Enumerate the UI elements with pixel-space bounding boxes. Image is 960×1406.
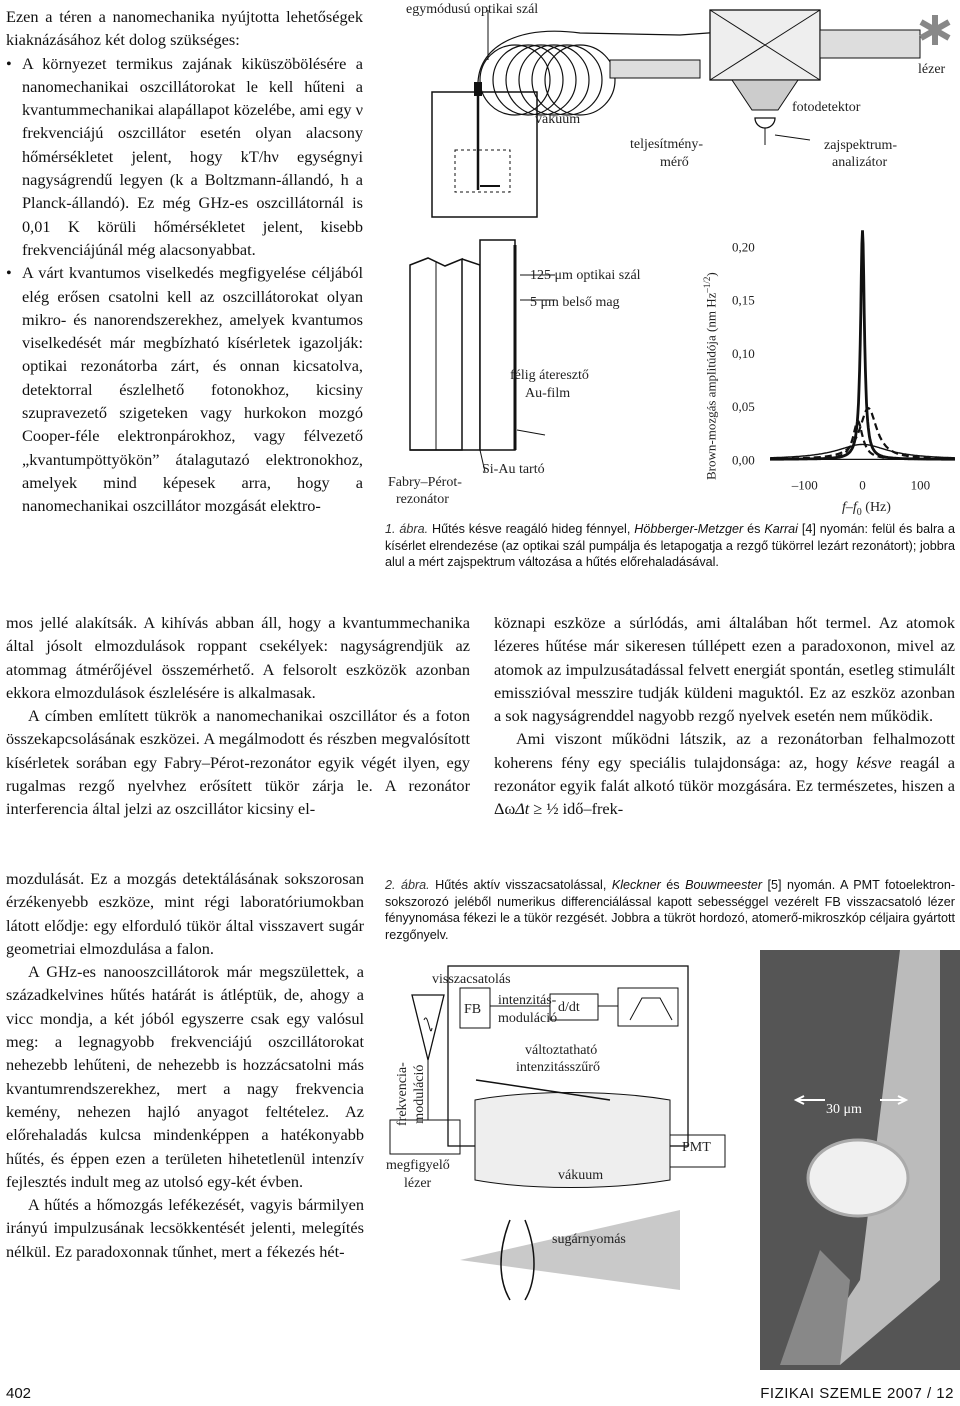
left-column-wide (6, 611, 470, 821)
paragraph-detection: mozdulását. Ez a mozgás detektálásának sokszorosan érzékenyebb eszköze, mint régi laboratóriumokban látott elődje: egy elforduló tükör által visszavert sugár geometriai elmozdulása a falon. (6, 869, 364, 958)
figure-1-caption: 1. ábra. Hűtés késve reagáló hideg fénnyel, Höbberger-Metzger és Karrai [4] nyomán: felül és balra a kísérlet elrendezése (az optikai szál pumpálja és letapogatja a rezgő tükörrel lezárt rezonátort); jobbra alul a mért zajspektrum változása a hűtés előrehaladásával. (385, 522, 956, 569)
label-observer-laser-2: lézer (404, 1176, 432, 1191)
laser-star-icon (921, 15, 949, 45)
label-pmt: PMT (682, 1140, 711, 1155)
y-tick-label: 0,00 (732, 452, 755, 468)
paragraph-braking: A hűtés a hőmozgás lefékezését, vagyis bármilyen irányú impulzusának lecsökkentését jelenti, melegítés nélkül. Ez paradoxonnak tűnhet, mert a fékezés hét- (6, 1195, 364, 1261)
label-observer-laser-1: megfigyelő (386, 1158, 450, 1173)
paragraph-mirrors: A címben említett tükrök a nanomechanikai oszcillátor és a foton összekapcsolásának eszközei. A megálmodott és részben megvalósított kísérletek sorában egy Fabry–Pérot-rezonátor egyik végét ilyen, egy rugalmas rezgő nyelvhez erősített tükör zárja le. A rezonátor interferencia által jelzi az oszcillátor kicsiny el- (6, 706, 470, 819)
y-tick-label: 0,05 (732, 399, 755, 415)
x-tick-label: 100 (910, 477, 931, 493)
chart-series (770, 230, 955, 459)
y-tick-label: 0,20 (732, 239, 755, 255)
label-ddt: d/dt (558, 1000, 580, 1015)
paragraph-ghz: A GHz-es nanooszcillátorok már megszülettek, a századkelvines hűtés határát is átléptük, de, ahogy a vicc mondja, a két jóból egyszerre csak egy valósul meg: a legnagyobb frekvenciájú oszcillátorokat nehezebb lehűteni, de nehezebb is hozzácsatolni más kvantumrendszerekhez, mert a nagy frekvencia kemény, nehezen hajló anyagot feltételez. Az előrehaladás kulcsa mindenképpen a hatékonyabb hűtés, és éppen ezen a területen hihetetlenül intenzív fejlesztés indult meg az utolsó egy-két évben. (6, 962, 364, 1191)
chart-ticks (732, 239, 930, 492)
label-filter-1: változtatható (525, 1043, 598, 1058)
x-tick-label: –100 (791, 477, 818, 493)
bullet-cooling: • A környezet termikus zajának kiküszöbölésére a nanomechanikai oszcillátorokat le kell hűteni a kvantummechanikai alapállapot közelébe, ami egy ν frekvenciájú oszcillátor esetén olyan alacsony hőmérsékletet jelent, hogy kT/hν egységnyi nagyságrendű legyen (k a Boltzmann-állandó, h a Planck-állandó). Ez még GHz-es oszcillátornál is 0,01 K körüli hőmérsékletet jelent, kisebb frekvenciájúnál még alacsonyabbat. (6, 52, 363, 262)
left-column-top (6, 5, 363, 518)
right-column (494, 611, 955, 821)
page-number: 402 (6, 1385, 32, 1402)
label-fiber-125: 125 μm optikai szál (530, 268, 641, 283)
chart-x-axis-label: $f-f_0$ (Hz) (842, 500, 891, 518)
label-photodetector: fotodetektor (792, 100, 861, 115)
x-tick-label: 0 (859, 477, 866, 493)
y-tick-label: 0,10 (732, 345, 755, 361)
paragraph-delayed: Ami viszont működni látszik, az a rezonátorban felhalmozott koherens fény egy speciális tulajdonsága: az, hogy késve reagál a rezonátor egyik falát alkotó tükör mozgására. Ez természetes, hiszen a ΔωΔt ≥ ½ idő–frek- (494, 729, 956, 819)
label-fp-2: rezonátor (396, 492, 449, 507)
series-line-3 (770, 444, 955, 457)
paragraph-friction: köznapi eszköze a súrlódás, ami általában hőt termel. Az atomok lézeres hűtése már sikeresen túllépett ezen a paradoxonon, mivel az atomok az impulzusátadással felvett energiát spontán, esetleg stimulált emisszióval messzire tudják küldeni maguktól. Ez az eszköz azonban a sok nagyságrenddel nagyobb rezgő nyelvek esetén nem működik. (494, 613, 955, 726)
label-power-meter-1: teljesítmény- (630, 137, 704, 152)
label-feedback: visszacsatolás (432, 972, 511, 987)
figure-2-caption: 2. ábra. Hűtés aktív visszacsatolással, Kleckner és Bouwmeester [5] nyomán. A PMT fotoelektron-sokszorozó jeléből numerikus differenciálással kapott sebességgel vezérelt FB visszacsatoló lézer fényynomása fékezi le a tükör rezgését. Jobbra a tükröt hordozó, atomerő-mikroszkóp céljaira gyártott rezgőnyelv. (385, 878, 956, 942)
label-au-film-1: félig áteresztő (510, 368, 589, 383)
emphasis-kesve: késve (856, 752, 892, 772)
figure-1 (380, 0, 960, 520)
label-au-film-2: Au-film (525, 386, 571, 401)
label-freq-mod: frekvencia- moduláció (395, 1062, 427, 1126)
chart-y-axis-label: Brown-mozgás amplitúdója (nm $Hz^{-1/2}$) (702, 272, 719, 480)
label-int-mod-2: moduláció (498, 1011, 558, 1026)
noise-spectrum-chart (690, 210, 960, 510)
label-spectrum-1: zajspektrum- (824, 138, 898, 153)
label-fiber: egymódusú optikai szál (406, 2, 539, 17)
label-radiation-pressure: sugárnyomás (552, 1232, 626, 1247)
label-vacuum-1: vákuum (535, 112, 581, 127)
y-tick-label: 0,15 (732, 292, 755, 308)
label-vacuum-2: vákuum (558, 1168, 604, 1183)
label-filter-2: intenzitásszűrő (516, 1060, 600, 1075)
label-scale-bar: 30 μm (826, 1102, 862, 1117)
journal-name: FIZIKAI SZEMLE (760, 1385, 883, 1402)
journal-footer (760, 1385, 954, 1402)
label-fb: FB (464, 1002, 482, 1017)
paragraph-challenge: mos jellé alakítsák. A kihívás abban áll, hogy a kvantummechanika által jósolt elmozdulások roppant csekélyek: nagyságrendjük az atommag átmérőjével összemérhető. A felsorolt eszközök azonban ekkora elmozdulások észlelésére is alkalmasak. (6, 613, 470, 702)
journal-issue: 2007 / 12 (886, 1385, 954, 1402)
label-power-meter-2: mérő (660, 155, 689, 170)
label-spectrum-2: analizátor (832, 155, 888, 170)
label-fp-1: Fabry–Pérot- (388, 475, 462, 490)
series-line-0 (770, 230, 955, 459)
bullet-coupling: • A várt kvantumos viselkedés megfigyelése céljából elég erősen csatolni kell az oszcillátorokat olyan mikro- és nanorendszerekhez, amelyek kvantumos viselkedését már megbízható kísérletek igazolják: optikai rezonátorba zárt, és onnan kicsatolva, detektorral észlelhető fotonokhoz, kicsiny szupravezető szigeteken vagy hurkokon mozgó Cooper-féle elektronpárokhoz, vagy félvezető „kvantumpöttyökön” átalagutazó elektronokhoz, amelyek mind képesek arra, hogy a nanomechanikai oszcillátor mozgását elektro- (6, 261, 363, 517)
label-int-mod-1: intenzitás- (498, 993, 557, 1008)
intro-paragraph: Ezen a téren a nanomechanika nyújtotta lehetőségek kiaknázásához két dolog szükséges: (6, 7, 363, 50)
series-line-1 (770, 421, 955, 459)
mirror-disc (808, 1140, 908, 1216)
figure-2 (380, 950, 960, 1370)
label-core-5: 5 μm belső mag (530, 295, 620, 310)
label-laser: lézer (918, 62, 946, 77)
label-si-au-holder: Si-Au tartó (482, 462, 545, 477)
left-column-bottom (6, 867, 364, 1263)
